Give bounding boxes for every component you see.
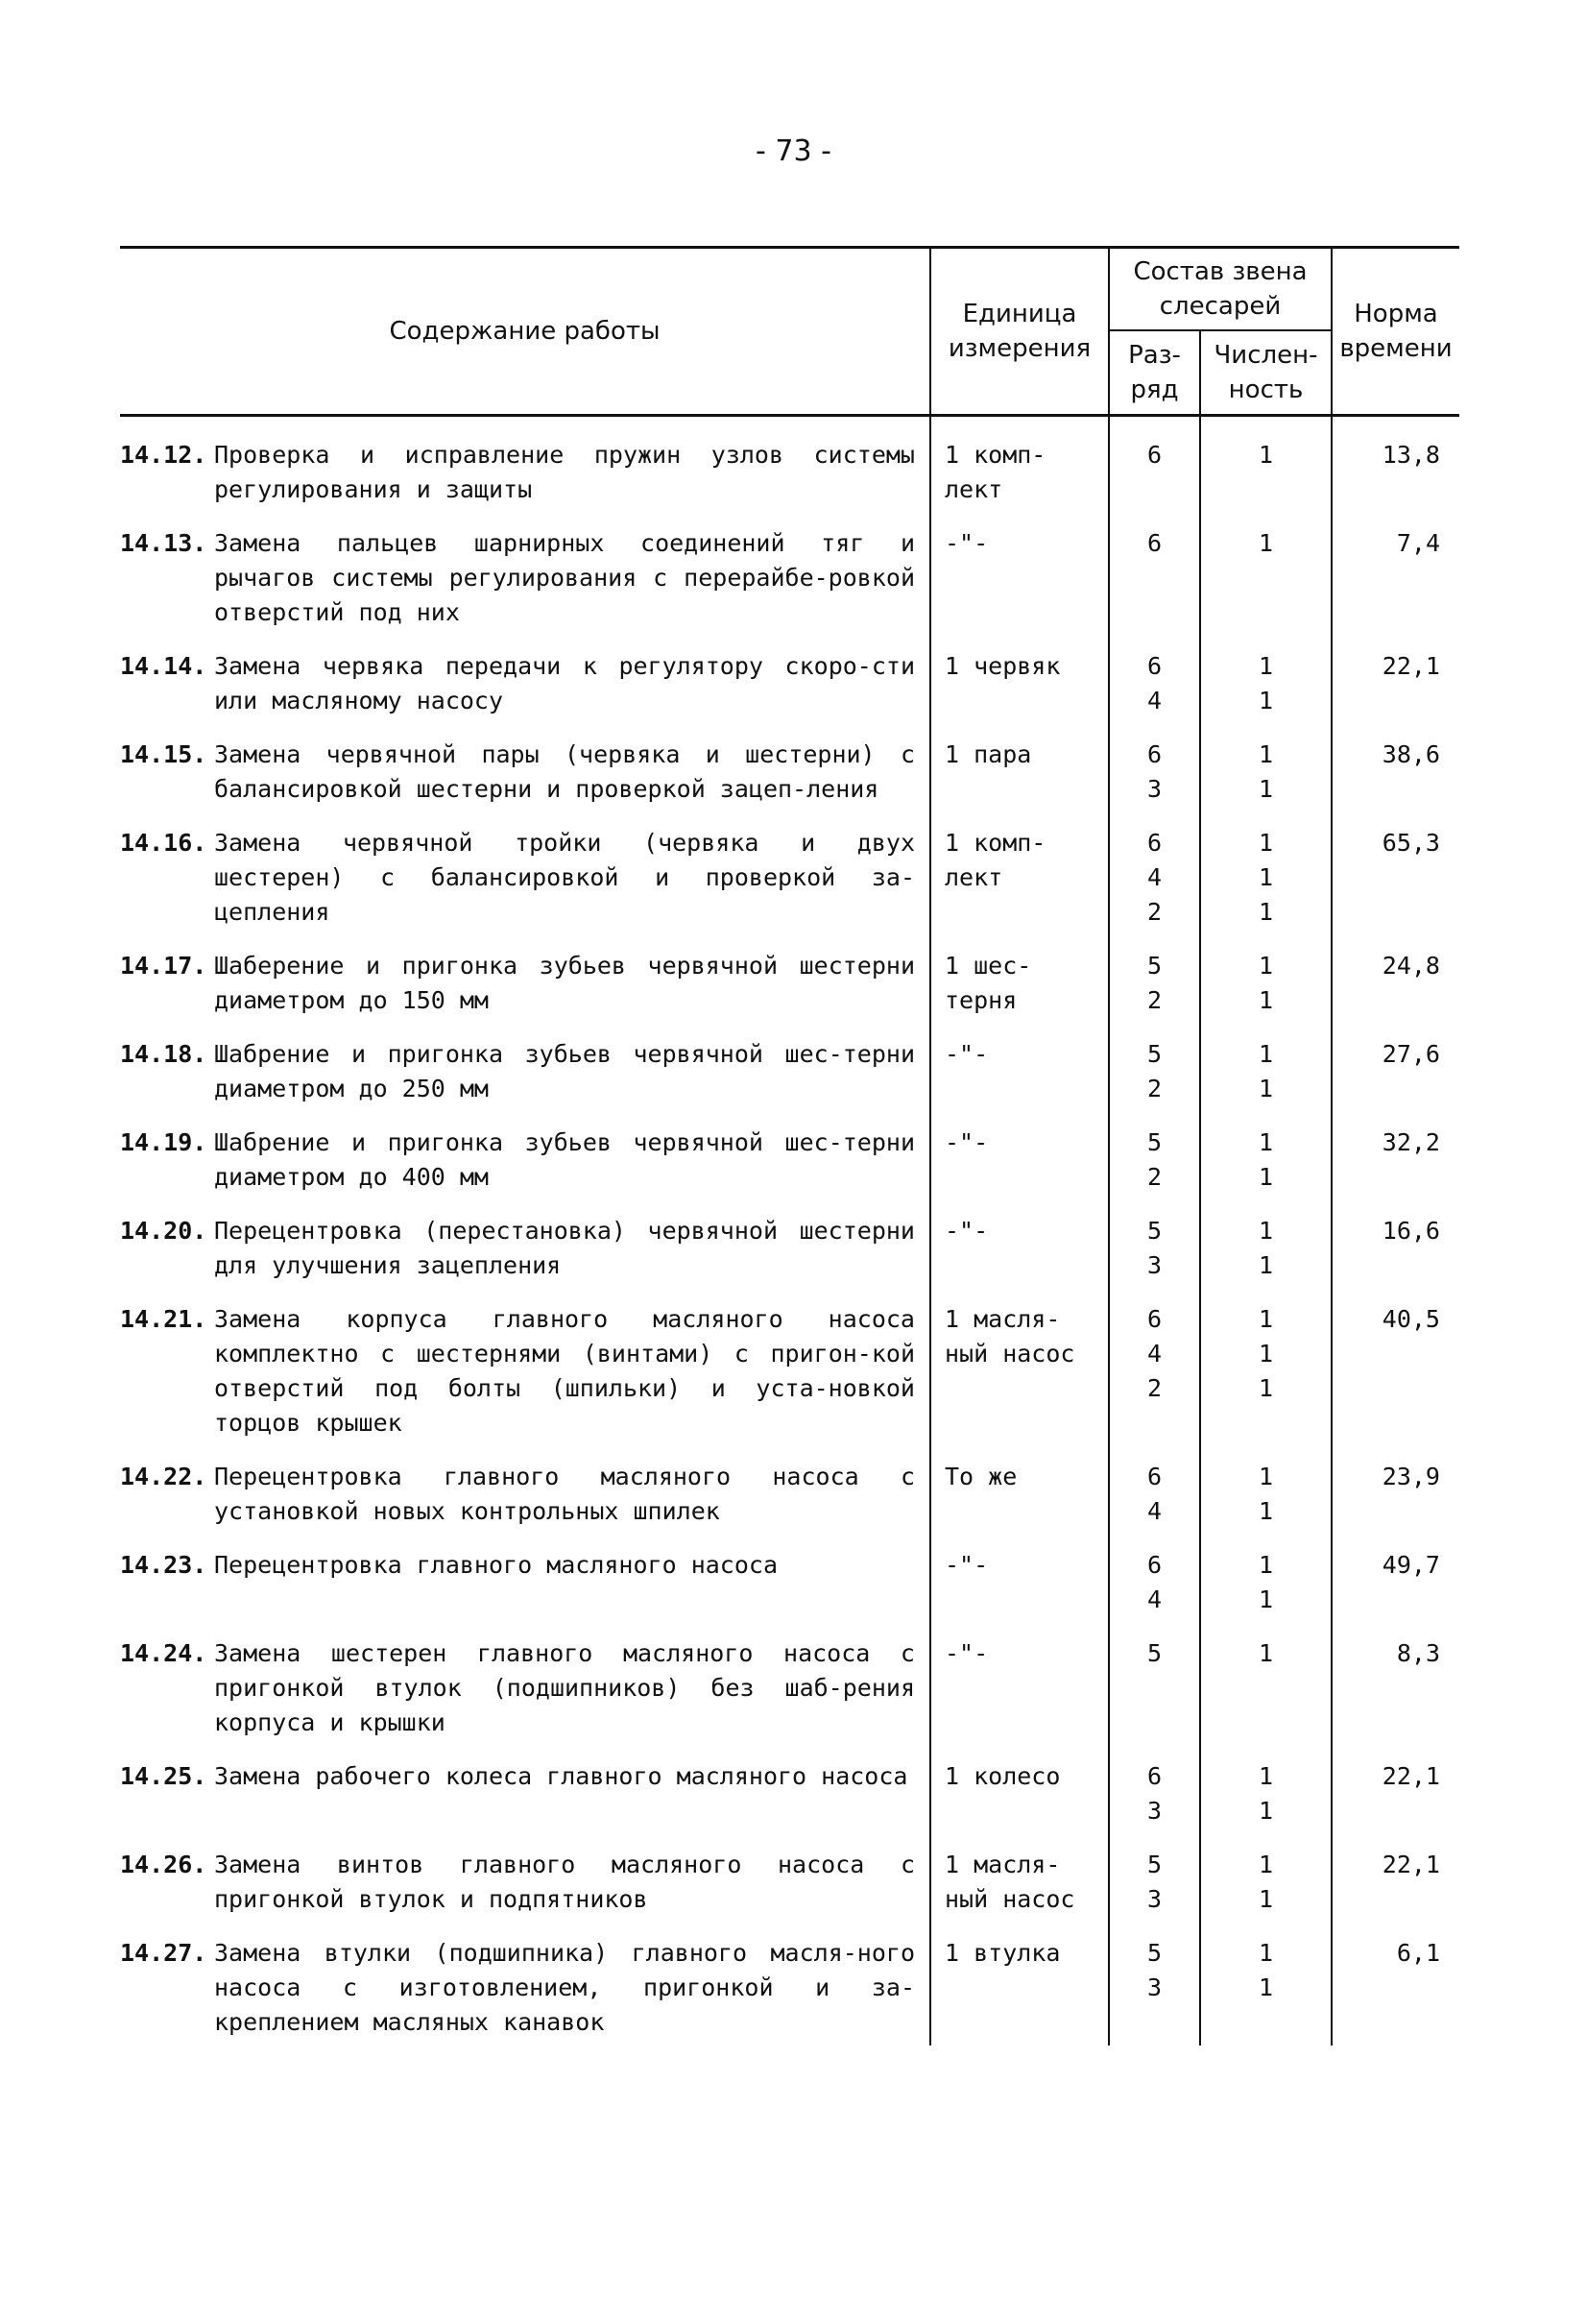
norm-cell: 22,1 — [1332, 1744, 1459, 1832]
count-cell: 1 1 — [1200, 634, 1332, 722]
norm-cell: 6,1 — [1332, 1921, 1459, 2046]
table-row — [120, 1832, 1459, 1921]
work-description: Перецентровка главного масляного насоса с установкой новых контрольных шпилек — [214, 1463, 915, 1525]
work-cell — [120, 634, 930, 722]
header-norm: Норма времени — [1332, 248, 1459, 416]
unit-cell: -"- — [930, 1621, 1109, 1744]
count-cell: 1 1 — [1200, 1022, 1332, 1110]
work-description: Перецентровка (перестановка) червячной шестерни для улучшения зацепления — [214, 1217, 915, 1279]
count-cell: 1 1 — [1200, 933, 1332, 1022]
count-cell: 1 1 — [1200, 1921, 1332, 2046]
table-row — [120, 1022, 1459, 1110]
work-description: Замена червячной тройки (червяка и двух шестерен) с балансировкой и проверкой за-цепления — [214, 829, 915, 926]
grade-cell: 5 3 — [1109, 1832, 1200, 1921]
norm-cell: 22,1 — [1332, 634, 1459, 722]
table-row — [120, 1621, 1459, 1744]
grade-cell: 6 4 — [1109, 1444, 1200, 1533]
header-grade: Раз-ряд — [1109, 330, 1200, 416]
norm-cell: 13,8 — [1332, 416, 1459, 512]
work-cell — [120, 811, 930, 933]
unit-cell: 1 масля-ный насос — [930, 1832, 1109, 1921]
grade-cell: 5 3 — [1109, 1921, 1200, 2046]
work-description: Замена корпуса главного масляного насоса комплектно с шестернями (винтами) с пригон-кой отверстий под болты (шпильки) и уста-новкой торцов крышек — [214, 1305, 915, 1437]
item-number: 14.25. — [120, 1762, 207, 1790]
grade-cell: 5 2 — [1109, 1022, 1200, 1110]
header-count: Числен-ность — [1200, 330, 1332, 416]
unit-cell: -"- — [930, 1533, 1109, 1621]
unit-cell: 1 втулка — [930, 1921, 1109, 2046]
table-row — [120, 1444, 1459, 1533]
unit-cell: -"- — [930, 1110, 1109, 1198]
work-cell — [120, 933, 930, 1022]
work-cell — [120, 722, 930, 811]
table-row — [120, 511, 1459, 634]
unit-cell: 1 комп-лект — [930, 416, 1109, 512]
unit-cell: 1 масля-ный насос — [930, 1287, 1109, 1444]
work-cell — [120, 1744, 930, 1832]
table-row — [120, 811, 1459, 933]
grade-cell: 6 4 2 — [1109, 1287, 1200, 1444]
work-cell — [120, 511, 930, 634]
grade-cell: 5 2 — [1109, 1110, 1200, 1198]
item-number: 14.19. — [120, 1128, 207, 1156]
grade-cell: 6 4 2 — [1109, 811, 1200, 933]
work-cell — [120, 1022, 930, 1110]
table-row — [120, 1287, 1459, 1444]
unit-cell: То же — [930, 1444, 1109, 1533]
grade-cell: 5 2 — [1109, 933, 1200, 1022]
norm-cell: 38,6 — [1332, 722, 1459, 811]
page-number: - 73 - — [756, 134, 831, 168]
labor-norms-table — [120, 246, 1459, 2046]
grade-cell: 5 — [1109, 1621, 1200, 1744]
work-description: Замена винтов главного масляного насоса с пригонкой втулок и подпятников — [214, 1851, 915, 1913]
grade-cell: 6 — [1109, 511, 1200, 634]
unit-cell: -"- — [930, 1198, 1109, 1287]
norm-cell: 23,9 — [1332, 1444, 1459, 1533]
table-header — [120, 248, 1459, 416]
unit-cell: 1 червяк — [930, 634, 1109, 722]
grade-cell: 6 4 — [1109, 634, 1200, 722]
work-description: Шаберение и пригонка зубьев червячной шестерни диаметром до 150 мм — [214, 952, 915, 1014]
table-row — [120, 1744, 1459, 1832]
unit-cell: 1 пара — [930, 722, 1109, 811]
item-number: 14.17. — [120, 952, 207, 980]
count-cell: 1 1 — [1200, 1832, 1332, 1921]
work-description: Шабрение и пригонка зубьев червячной шес-терни диаметром до 250 мм — [214, 1040, 915, 1102]
work-cell — [120, 1832, 930, 1921]
grade-cell: 6 3 — [1109, 1744, 1200, 1832]
count-cell: 1 — [1200, 416, 1332, 512]
work-cell — [120, 1444, 930, 1533]
work-description: Замена шестерен главного масляного насоса с пригонкой втулок (подшипников) без шаб-рения корпуса и крышки — [214, 1639, 915, 1736]
table-row — [120, 1110, 1459, 1198]
table-row — [120, 722, 1459, 811]
work-description: Замена втулки (подшипника) главного масля-ного насоса с изготовлением, пригонкой и за-креплением масляных канавок — [214, 1939, 915, 2036]
norm-cell: 27,6 — [1332, 1022, 1459, 1110]
item-number: 14.24. — [120, 1639, 207, 1667]
count-cell: 1 1 — [1200, 1110, 1332, 1198]
item-number: 14.15. — [120, 740, 207, 768]
count-cell: 1 1 — [1200, 722, 1332, 811]
norm-cell: 8,3 — [1332, 1621, 1459, 1744]
count-cell: 1 1 1 — [1200, 811, 1332, 933]
item-number: 14.22. — [120, 1463, 207, 1490]
count-cell: 1 1 — [1200, 1744, 1332, 1832]
work-description: Замена рабочего колеса главного масляного насоса — [214, 1762, 908, 1790]
item-number: 14.13. — [120, 529, 207, 557]
table-row — [120, 1198, 1459, 1287]
item-number: 14.14. — [120, 652, 207, 680]
unit-cell: 1 колесо — [930, 1744, 1109, 1832]
work-description: Замена червяка передачи к регулятору скоро-сти или масляному насосу — [214, 652, 915, 714]
norm-cell: 49,7 — [1332, 1533, 1459, 1621]
item-number: 14.21. — [120, 1305, 207, 1333]
count-cell: 1 1 — [1200, 1533, 1332, 1621]
work-description: Шабрение и пригонка зубьев червячной шес-терни диаметром до 400 мм — [214, 1128, 915, 1191]
header-unit: Единица измерения — [930, 248, 1109, 416]
unit-cell: 1 комп-лект — [930, 811, 1109, 933]
grade-cell: 6 3 — [1109, 722, 1200, 811]
item-number: 14.27. — [120, 1939, 207, 1967]
norm-cell: 40,5 — [1332, 1287, 1459, 1444]
work-description: Проверка и исправление пружин узлов системы регулирования и защиты — [214, 441, 915, 503]
item-number: 14.20. — [120, 1217, 207, 1245]
header-crew: Состав звена слесарей — [1109, 248, 1332, 331]
table-row — [120, 416, 1459, 512]
table-body — [120, 416, 1459, 2046]
grade-cell: 6 4 — [1109, 1533, 1200, 1621]
grade-cell: 6 — [1109, 416, 1200, 512]
work-cell — [120, 416, 930, 512]
work-cell — [120, 1533, 930, 1621]
norm-cell: 7,4 — [1332, 511, 1459, 634]
work-cell — [120, 1921, 930, 2046]
unit-cell: 1 шес-терня — [930, 933, 1109, 1022]
norm-cell: 24,8 — [1332, 933, 1459, 1022]
work-cell — [120, 1621, 930, 1744]
work-description: Замена пальцев шарнирных соединений тяг и рычагов системы регулирования с перерайбе-ровкой отверстий под них — [214, 529, 915, 626]
work-cell — [120, 1110, 930, 1198]
count-cell: 1 1 — [1200, 1444, 1332, 1533]
work-description: Замена червячной пары (червяка и шестерни) с балансировкой шестерни и проверкой зацеп-ления — [214, 740, 915, 803]
count-cell: 1 1 1 — [1200, 1287, 1332, 1444]
grade-cell: 5 3 — [1109, 1198, 1200, 1287]
table-row — [120, 1533, 1459, 1621]
work-cell — [120, 1287, 930, 1444]
table-row — [120, 1921, 1459, 2046]
work-description: Перецентровка главного масляного насоса — [214, 1551, 778, 1579]
norm-cell: 65,3 — [1332, 811, 1459, 933]
unit-cell: -"- — [930, 511, 1109, 634]
item-number: 14.26. — [120, 1851, 207, 1878]
count-cell: 1 1 — [1200, 1198, 1332, 1287]
work-cell — [120, 1198, 930, 1287]
item-number: 14.18. — [120, 1040, 207, 1068]
item-number: 14.16. — [120, 829, 207, 857]
header-work-content: Содержание работы — [120, 248, 930, 416]
norm-cell: 22,1 — [1332, 1832, 1459, 1921]
item-number: 14.12. — [120, 441, 207, 469]
unit-cell: -"- — [930, 1022, 1109, 1110]
count-cell: 1 — [1200, 511, 1332, 634]
norm-cell: 16,6 — [1332, 1198, 1459, 1287]
norm-cell: 32,2 — [1332, 1110, 1459, 1198]
table-row — [120, 634, 1459, 722]
item-number: 14.23. — [120, 1551, 207, 1579]
count-cell: 1 — [1200, 1621, 1332, 1744]
table-row — [120, 933, 1459, 1022]
